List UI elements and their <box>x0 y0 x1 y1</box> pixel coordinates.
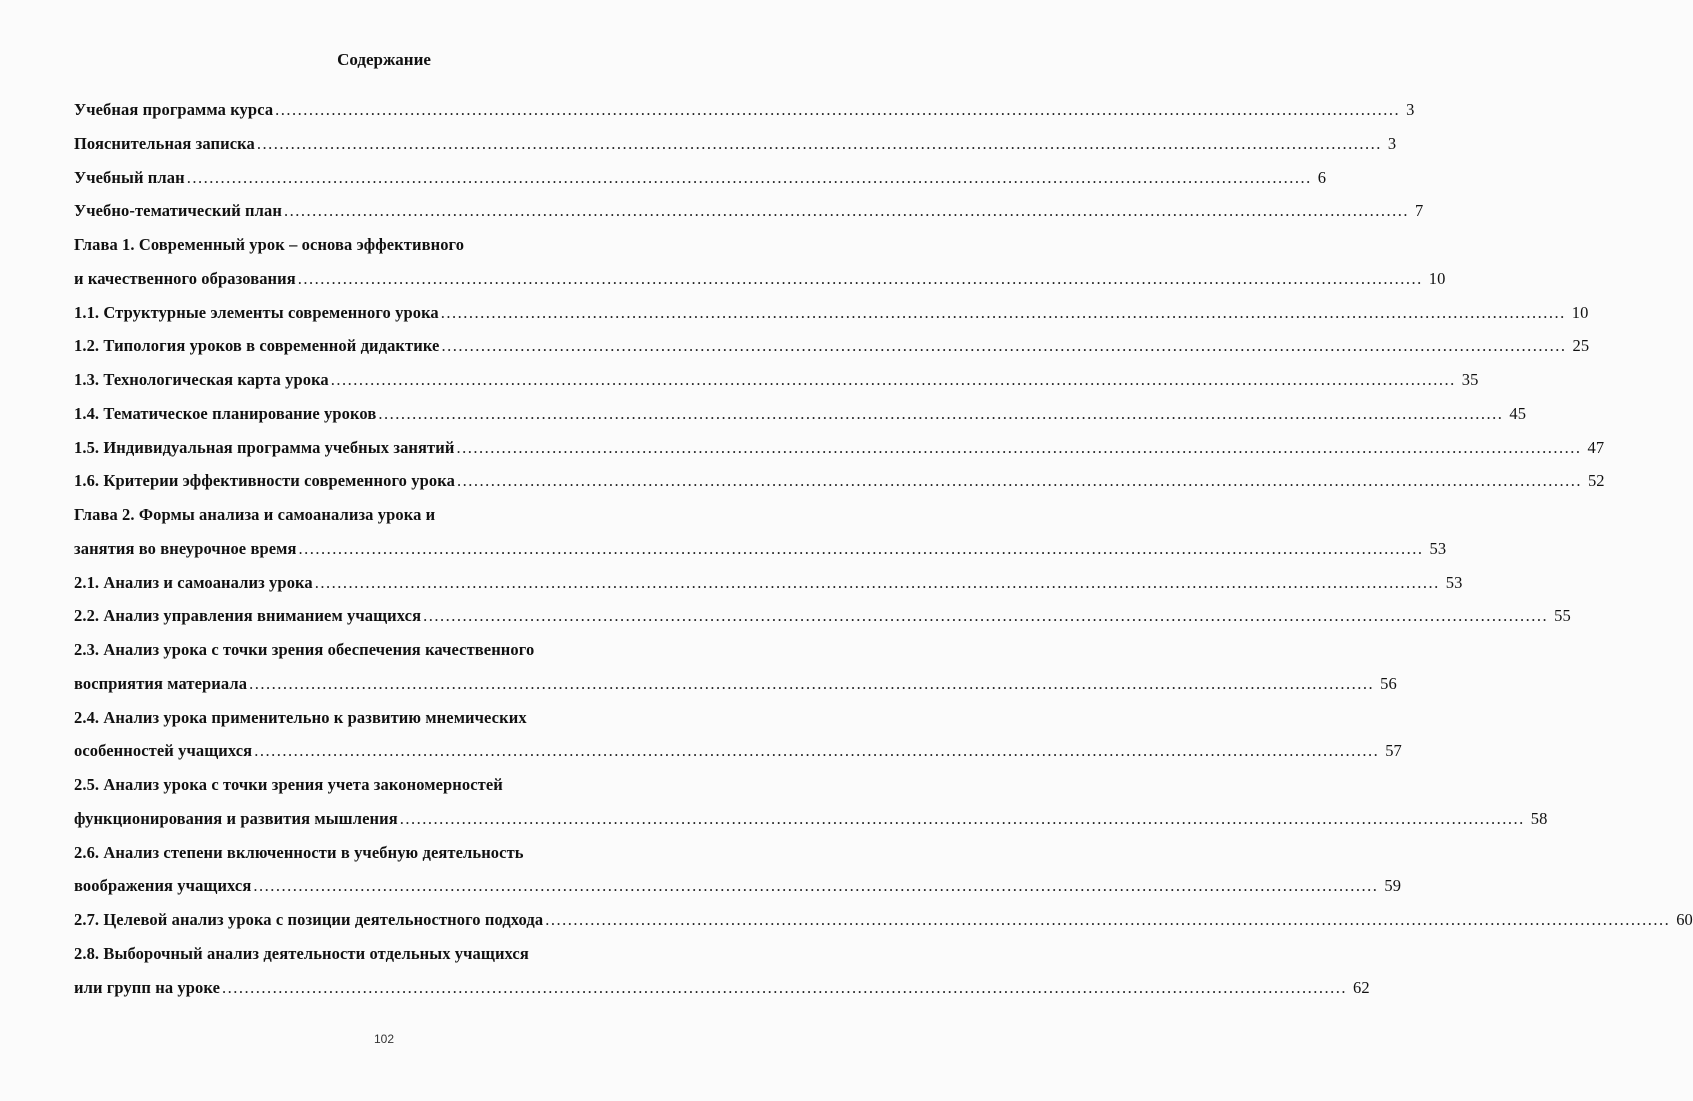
toc-entry-text: Глава 1. Современный урок – основа эффективного <box>74 235 465 254</box>
toc-leader-dots: ........................................................................................................................................................................................................ <box>378 403 1504 423</box>
toc-entry <box>74 569 1463 603</box>
toc-leader-dots: ........................................................................................................................................................................................................ <box>275 100 1401 119</box>
toc-entry-text: 2.5. Анализ урока с точки зрения учета закономерностей <box>74 775 503 794</box>
toc-page-number: 62 <box>1353 977 1370 997</box>
toc-page-number: 10 <box>1571 302 1589 322</box>
toc-leader-dots: ........................................................................................................................................................................................................ <box>298 538 1424 558</box>
toc-entry <box>74 366 1479 400</box>
toc-entry-text: 1.6. Критерии эффективности современного урока <box>74 471 455 491</box>
toc-entry <box>74 130 1397 164</box>
toc-entry-text: и качественного образования <box>74 268 296 288</box>
toc-page-number: 35 <box>1461 370 1479 389</box>
toc-entry <box>74 805 1548 839</box>
toc-leader-dots: ........................................................................................................................................................................................................ <box>440 302 1566 322</box>
toc-entry-text: функционирования и развития мышления <box>74 808 398 828</box>
toc-entry-text: 2.6. Анализ степени включенности в учебную деятельность <box>74 842 524 862</box>
toc-leader-dots: ........................................................................................................................................................................................................ <box>441 336 1567 356</box>
toc-entry <box>74 535 1447 569</box>
toc-leader-dots: ........................................................................................................................................................................................................ <box>186 167 1312 187</box>
toc-page-number: 3 <box>1406 100 1415 119</box>
toc-entry <box>74 670 1397 704</box>
toc-page-number: 25 <box>1572 336 1590 356</box>
toc-leader-dots: ........................................................................................................................................................................................................ <box>399 808 1525 828</box>
toc-entry-text: 1.5. Индивидуальная программа учебных занятий <box>74 437 455 457</box>
toc-entry-text: 2.8. Выборочный анализ деятельности отдельных учащихся <box>74 943 529 963</box>
toc-page-number: 52 <box>1587 471 1605 491</box>
toc-entry-text: 1.2. Типология уроков в современной дидактике <box>74 336 440 356</box>
toc-entry-text: 1.3. Технологическая карта урока <box>74 370 329 389</box>
toc-page-number: 10 <box>1428 268 1446 288</box>
toc-entry <box>74 974 1370 1008</box>
toc-entry-text: воображения учащихся <box>74 876 252 896</box>
toc-entry-text: особенностей учащихся <box>74 741 253 761</box>
toc-entry-text: 2.1. Анализ и самоанализ урока <box>74 572 313 592</box>
toc-entry-text: 2.3. Анализ урока с точки зрения обеспечения качественного <box>74 640 535 659</box>
toc-entry <box>74 906 1693 940</box>
toc-leader-dots: ........................................................................................................................................................................................................ <box>254 741 1380 761</box>
toc-entry <box>74 737 1402 771</box>
toc-leader-dots: ........................................................................................................................................................................................................ <box>253 876 1379 896</box>
toc-page-number: 57 <box>1385 741 1402 761</box>
toc-entry-text: 1.1. Структурные элементы современного урока <box>74 302 439 322</box>
footer-page-number: 102 <box>373 1032 395 1046</box>
toc-page-number: 55 <box>1554 606 1571 626</box>
toc-entry-text: Учебно-тематический план <box>74 201 282 221</box>
toc-leader-dots: ........................................................................................................................................................................................................ <box>456 437 1582 457</box>
toc-entry <box>74 872 1402 906</box>
toc-leader-dots: ........................................................................................................................................................................................................ <box>222 977 1348 997</box>
toc-entry <box>74 164 1327 198</box>
table-of-contents <box>74 96 1693 1007</box>
toc-leader-dots: ........................................................................................................................................................................................................ <box>283 201 1409 221</box>
toc-entry <box>74 501 668 535</box>
toc-entry <box>74 704 668 738</box>
toc-page-number: 59 <box>1384 876 1402 896</box>
toc-entry-text: или групп на уроке <box>74 977 221 997</box>
toc-page-number: 53 <box>1429 538 1447 558</box>
toc-page-number: 3 <box>1387 133 1397 153</box>
toc-entry <box>74 636 668 670</box>
toc-entry <box>74 332 1590 366</box>
toc-entry-text: 2.4. Анализ урока применительно к развитию мнемических <box>74 707 527 727</box>
toc-page-number: 56 <box>1380 673 1397 693</box>
toc-entry <box>74 434 1605 468</box>
toc-entry-text: 1.4. Тематическое планирование уроков <box>74 403 377 423</box>
toc-leader-dots: ........................................................................................................................................................................................................ <box>423 606 1549 626</box>
toc-entry <box>74 467 1605 501</box>
toc-entry <box>74 940 668 974</box>
toc-page-number: 53 <box>1445 572 1463 592</box>
toc-leader-dots: ........................................................................................................................................................................................................ <box>545 910 1671 929</box>
toc-leader-dots: ........................................................................................................................................................................................................ <box>314 572 1440 592</box>
toc-leader-dots: ........................................................................................................................................................................................................ <box>330 370 1456 389</box>
toc-entry <box>74 197 1424 231</box>
toc-entry-text: Глава 2. Формы анализа и самоанализа урока и <box>74 505 436 524</box>
toc-entry <box>74 602 1571 636</box>
toc-entry <box>74 231 668 265</box>
toc-entry-text: Пояснительная записка <box>74 133 255 153</box>
toc-entry-text: занятия во внеурочное время <box>74 538 297 558</box>
toc-entry <box>74 400 1527 434</box>
toc-entry-text: Учебная программа курса <box>74 100 274 119</box>
toc-leader-dots: ........................................................................................................................................................................................................ <box>297 268 1423 288</box>
toc-entry <box>74 265 1446 299</box>
toc-entry <box>74 771 668 805</box>
toc-page-number: 58 <box>1530 808 1548 828</box>
toc-entry-text: 2.7. Целевой анализ урока с позиции деятельностного подхода <box>74 910 544 929</box>
toc-page-number: 47 <box>1587 437 1605 457</box>
toc-page-number: 60 <box>1676 910 1693 929</box>
toc-page-number: 45 <box>1509 403 1527 423</box>
toc-leader-dots: ........................................................................................................................................................................................................ <box>256 133 1382 153</box>
toc-entry-text: Учебный план <box>74 167 185 187</box>
toc-entry <box>74 299 1589 333</box>
toc-page-number: 6 <box>1317 167 1327 187</box>
page-title: Содержание <box>337 50 431 69</box>
toc-entry <box>74 839 668 873</box>
toc-entry <box>74 96 1415 130</box>
toc-leader-dots: ........................................................................................................................................................................................................ <box>249 673 1375 693</box>
toc-page-number: 7 <box>1414 201 1424 221</box>
toc-entry-text: восприятия материала <box>74 673 248 693</box>
toc-entry-text: 2.2. Анализ управления вниманием учащихся <box>74 606 422 626</box>
toc-leader-dots: ........................................................................................................................................................................................................ <box>456 471 1582 491</box>
